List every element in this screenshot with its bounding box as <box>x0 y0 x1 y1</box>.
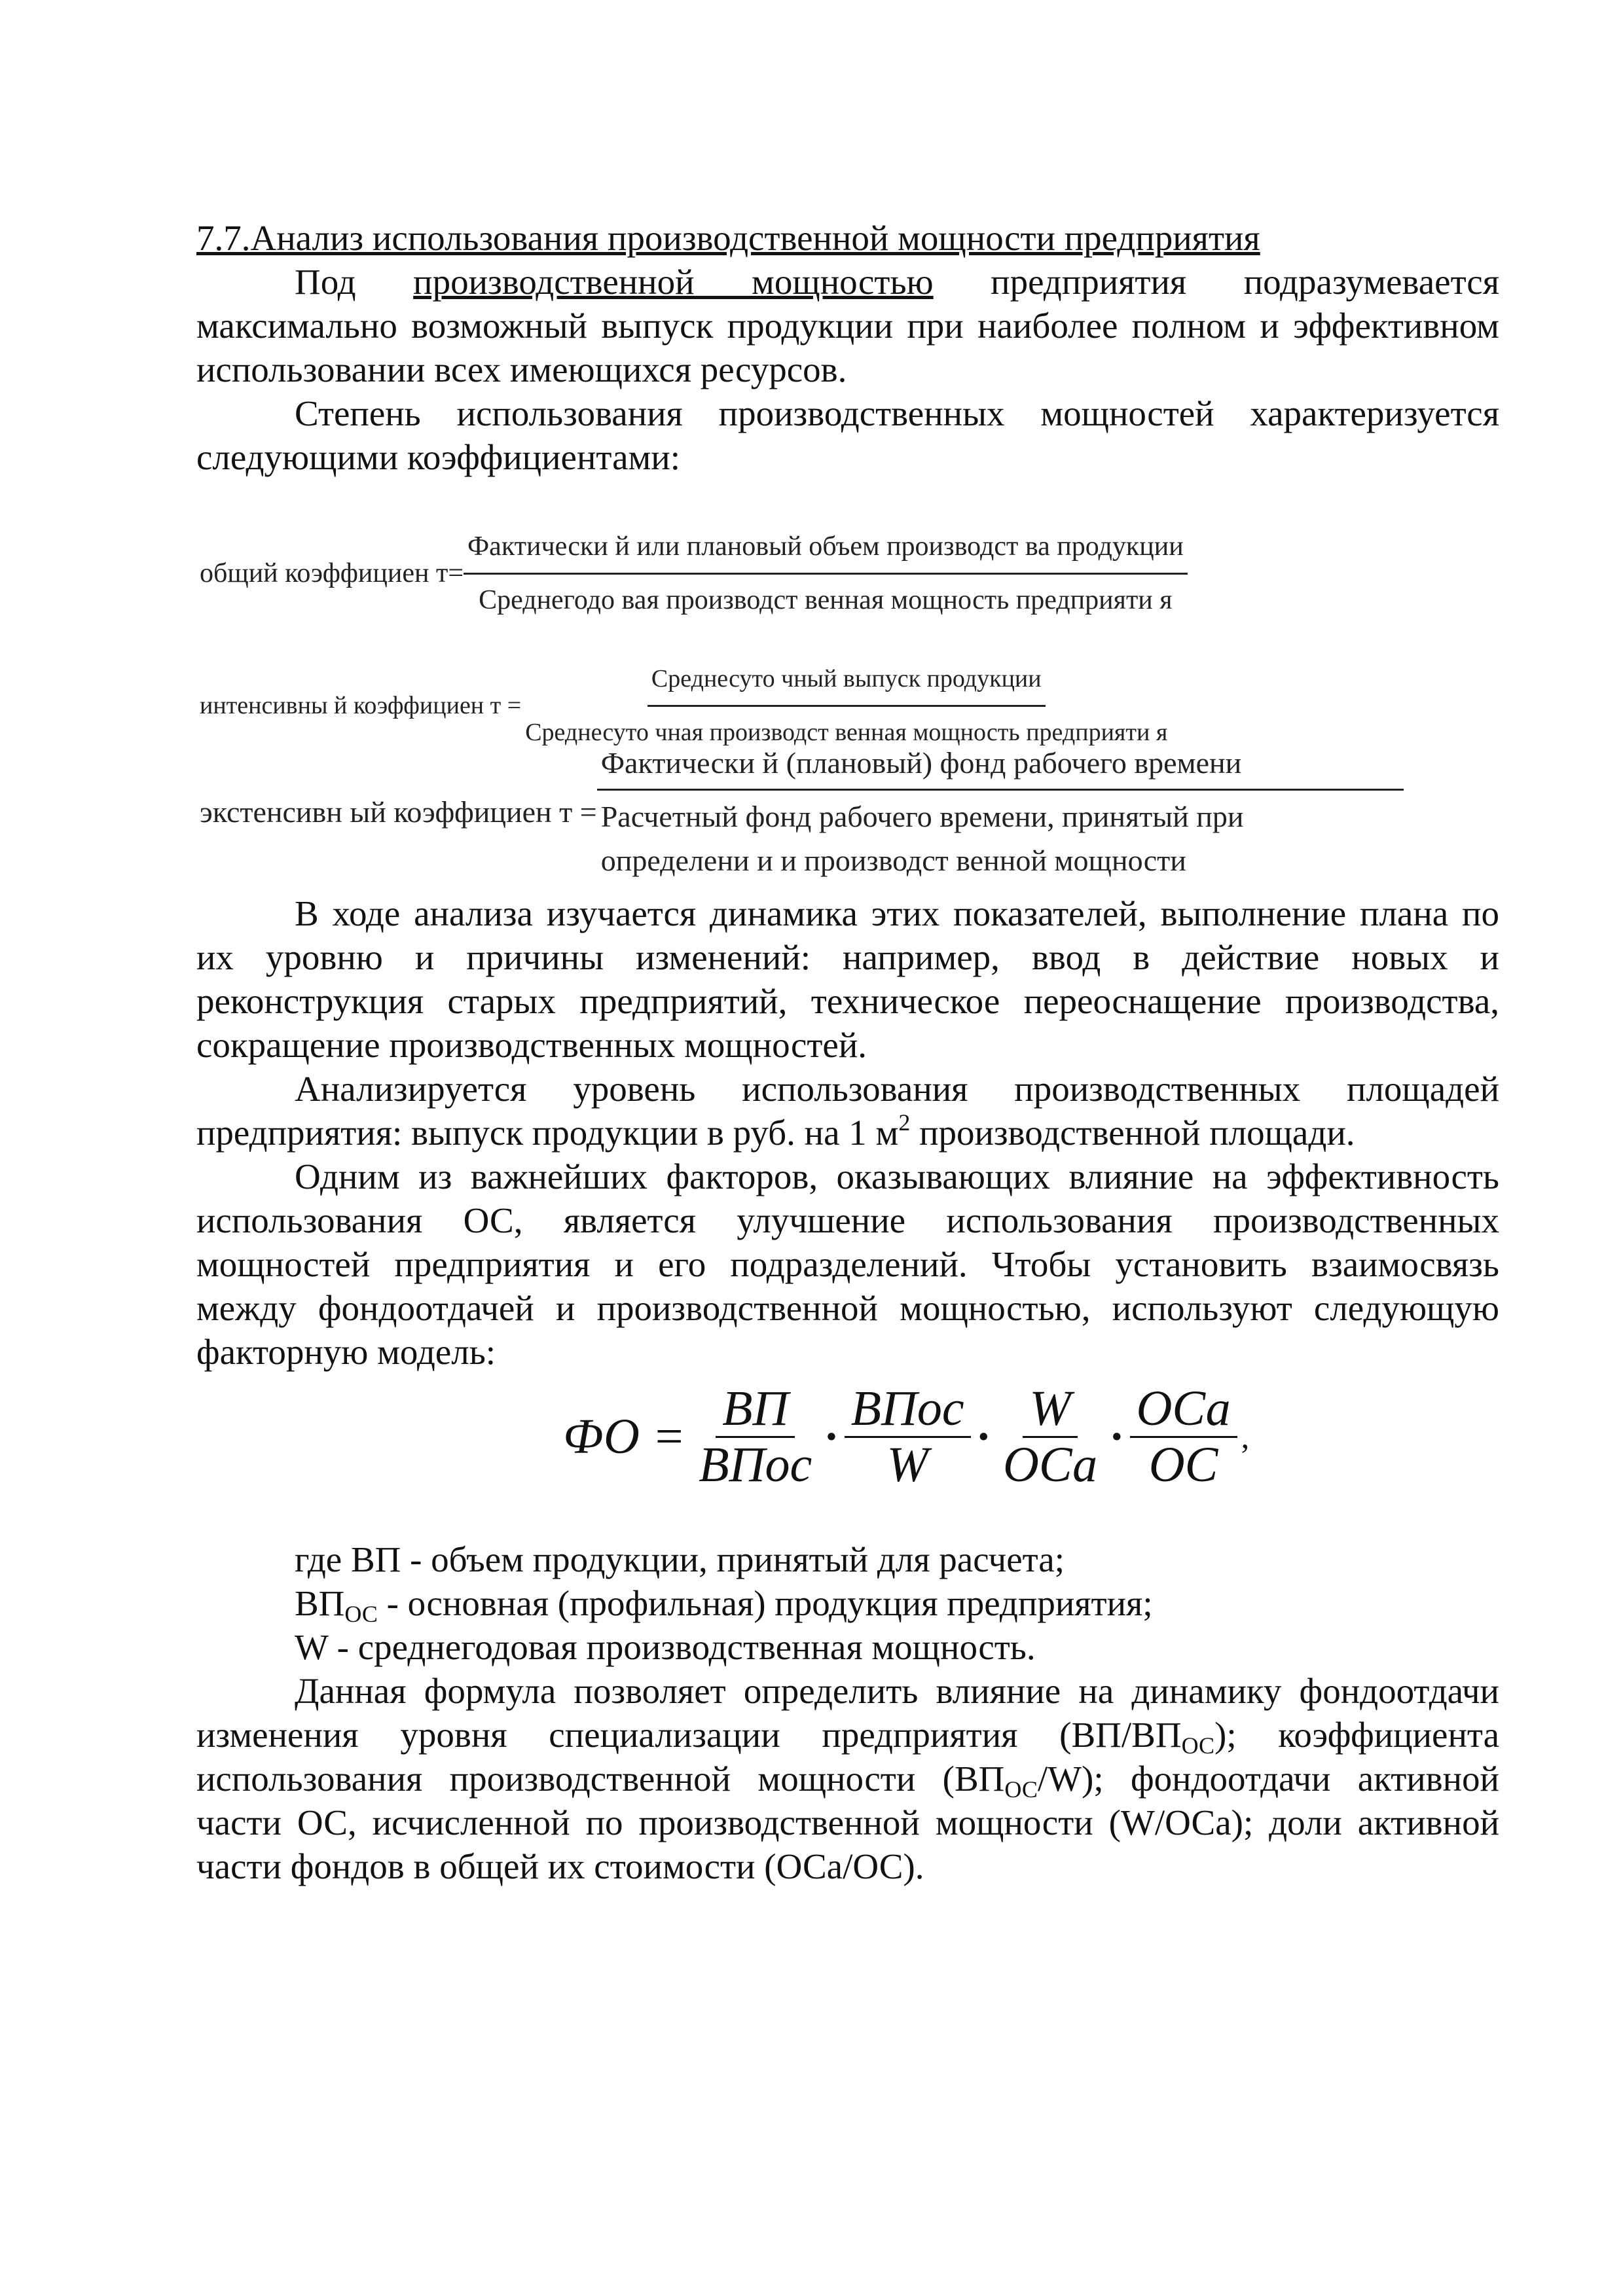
factor-model <box>196 1374 1499 1537</box>
factor-2-num: ВПос <box>845 1387 971 1438</box>
factor-1 <box>692 1381 818 1492</box>
para6-t3: /W); фондоотдачи активной части ОС, исчисленной по производственной мощности (W/ОСа); доли активной части фондов в общей их стоимости (ОСа/ОС). <box>196 1759 1499 1886</box>
paragraph-coefficients-intro: Степень использования производственных мощностей характеризуется следующими коэффициентами: <box>196 393 1499 477</box>
paragraph-factor-model-intro: Одним из важнейших факторов, оказывающих влияние на эффективность использования ОС, является улучшение использования производственных мощностей предприятия и его подразделений. Чтобы установить взаимосвязь между фондоотдачей и производственной мощностью, используют следующую факторную модель: <box>196 1157 1499 1372</box>
where-l2-pre: ВП <box>295 1583 345 1623</box>
formula-general-denominator: Среднегодо вая производст венная мощность предприяти я <box>479 585 1173 615</box>
formula-extensive <box>200 741 1404 882</box>
para4-sup: 2 <box>898 1109 911 1136</box>
where-line-1: где ВП - объем продукции, принятый для расчета; <box>295 1539 1065 1579</box>
factor-model-lhs: ФО = <box>563 1409 686 1464</box>
paragraph-formula-explanation <box>196 1669 1499 1888</box>
formula-extensive-numerator: Фактически й (плановый) фонд рабочего времени <box>597 741 1404 791</box>
para6-s1: ОС <box>1181 1732 1215 1759</box>
factor-3-den: ОСа <box>1003 1437 1098 1492</box>
mult-dot-3: · <box>1109 1412 1125 1462</box>
formula-intensive-numerator: Среднесуто чный выпуск продукции <box>647 657 1046 707</box>
factor-1-den: ВПос <box>699 1437 812 1492</box>
where-line-2 <box>196 1581 1499 1625</box>
factor-4-den: ОС <box>1148 1437 1218 1492</box>
mult-dot-2: · <box>976 1412 992 1462</box>
term-production-capacity: производственной мощностью <box>413 262 934 302</box>
paragraph-area-usage <box>196 1067 1499 1155</box>
para4-pre: Анализируется уровень использования производственных площадей предприятия: выпуск продукции в руб. на 1 м <box>196 1069 1499 1153</box>
factor-model-formula <box>563 1381 1250 1492</box>
para6-t2: ); коэффициента использования производственной мощности (ВП <box>196 1715 1499 1799</box>
formula-intensive-denominator: Среднесуто чная производст венная мощность предприяти я <box>525 719 1168 746</box>
where-l2-sub: ОС <box>344 1601 378 1627</box>
para1-post: предприятия подразумевается максимально возможный выпуск продукции при наиболее полном и эффективном использовании всех имеющихся ресурсов. <box>196 262 1499 389</box>
formula-extensive-denominator-line2: определени и и производст венной мощности <box>600 844 1186 877</box>
mult-dot-1: · <box>824 1412 839 1462</box>
formula-extensive-denominator-line1: Расчетный фонд рабочего времени, принятый при <box>600 800 1244 833</box>
para6-s2: ОС <box>1004 1776 1038 1803</box>
para1-pre: Под <box>295 262 414 302</box>
factor-4 <box>1130 1381 1237 1492</box>
paragraph-analysis-dynamics: В ходе анализа изучается динамика этих показателей, выполнение плана по их уровню и причины изменений: например, ввод в действие новых и реконструкция старых предприятий, техническое переоснащение производства, сокращение производственных мощностей. <box>196 893 1499 1065</box>
where-line-3: W - среднегодовая производственная мощность. <box>295 1627 1036 1667</box>
paragraph-definition <box>196 260 1499 391</box>
factor-1-num: ВП <box>716 1387 795 1438</box>
formula-extensive-fraction <box>597 741 1404 882</box>
formula-extensive-label: экстенсивн ый коэффициен т = <box>200 795 597 829</box>
factor-3 <box>996 1381 1104 1492</box>
formula-general-fraction <box>464 525 1188 622</box>
formula-intensive <box>200 657 1171 755</box>
para6-t1: Данная формула позволяет определить влияние на динамику фондоотдачи изменения уровня специализации предприятия (ВП/ВП <box>196 1671 1499 1755</box>
formula-intensive-label: интенсивны й коэффициен т = <box>200 692 522 719</box>
formula-intensive-fraction <box>521 657 1171 755</box>
factor-3-num: W <box>1023 1387 1077 1438</box>
document-page <box>196 216 1499 1888</box>
formula-general <box>200 525 1188 622</box>
where-l2-post: - основная (профильная) продукция предприятия; <box>377 1583 1153 1623</box>
factor-4-num: ОСа <box>1130 1387 1237 1438</box>
coefficient-formulas <box>196 486 1499 891</box>
factor-2-den: W <box>886 1437 928 1492</box>
formula-general-label: общий коэффициен т= <box>200 558 464 588</box>
factor-2 <box>845 1381 971 1492</box>
formula-general-numerator: Фактически й или плановый объем производст ва продукции <box>464 525 1188 575</box>
para4-post: производственной площади. <box>910 1113 1355 1153</box>
section-title: 7.7.Анализ использования производственной мощности предприятия <box>196 218 1260 258</box>
factor-model-trailing-comma: , <box>1241 1418 1250 1455</box>
